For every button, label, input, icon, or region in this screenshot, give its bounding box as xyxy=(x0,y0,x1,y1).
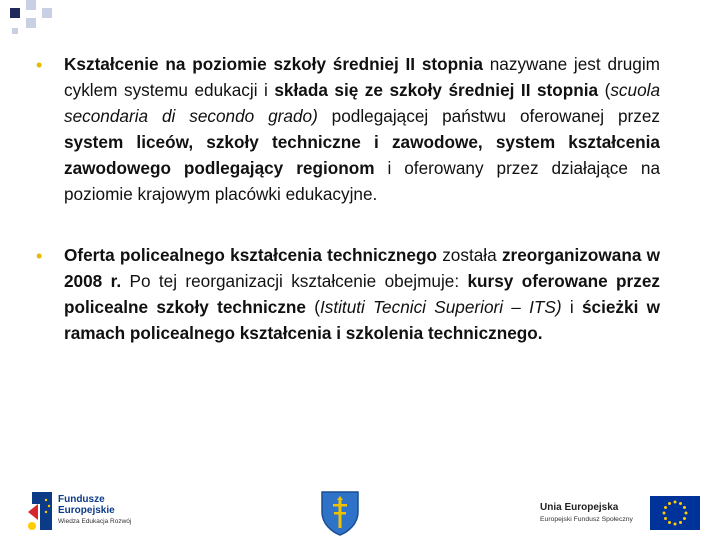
eu-flag-icon xyxy=(650,496,700,530)
text-run: zreorganizowana w 2008 r. xyxy=(64,245,660,292)
text-run: system liceów, szkoły techniczne i zawodowe, system kształcenia zawodowego podlegający regionom xyxy=(64,131,660,178)
text-run: nazywane jest drugim cyklem systemu edukacji i xyxy=(64,54,660,100)
bullet-item-post-secondary-education xyxy=(34,243,660,347)
bullet-paragraph xyxy=(64,243,660,347)
fundusze-europejskie-icon xyxy=(26,490,56,536)
ue-text-block xyxy=(540,502,633,525)
bullet-marker: • xyxy=(36,55,43,75)
text-run: scuola secondaria di secondo grado) xyxy=(64,79,661,126)
text-run: ( xyxy=(598,79,611,100)
text-run: i xyxy=(561,297,582,318)
fe-line-2: Europejskie xyxy=(58,505,115,516)
text-run: ( xyxy=(305,297,320,318)
text-run: Kształcenie na poziomie szkoły średniej II stopnia xyxy=(64,54,483,74)
footer-logo-bar xyxy=(0,486,720,540)
corner-square-light xyxy=(12,28,18,34)
text-run: Po tej reorganizacji kształcenie obejmuje: xyxy=(121,271,468,292)
fe-line-1: Fundusze xyxy=(58,494,105,505)
text-run: Istituti Tecnici Superiori – ITS) xyxy=(319,297,562,318)
corner-decoration xyxy=(0,0,60,40)
corner-square-light xyxy=(26,18,36,28)
text-run: podlegającej państwu oferowanej przez xyxy=(317,105,661,126)
bullet-marker: • xyxy=(36,246,43,267)
ue-line-2: Europejski Fundusz Społeczny xyxy=(540,516,633,523)
slide-content xyxy=(34,52,660,383)
text-run: ścieżki w ramach policealnego kształcenia i szkolenia technicznego. xyxy=(64,297,660,344)
corner-square-light xyxy=(42,8,52,18)
corner-square-light xyxy=(26,0,36,10)
ue-line-1: Unia Europejska xyxy=(540,502,619,513)
text-run: kursy oferowane przez policealne szkoły techniczne xyxy=(64,271,660,318)
text-run: i oferowany przez działające na poziomie krajowym placówki edukacyjne. xyxy=(64,157,661,204)
corner-square-dark xyxy=(10,8,20,18)
fundusze-europejskie-logo xyxy=(26,490,156,536)
text-run: składa się ze szkoły średniej II stopnia xyxy=(274,79,599,100)
coat-of-arms-icon xyxy=(320,490,360,536)
text-run: Oferta policealnego kształcenia technicznego xyxy=(64,245,437,266)
text-run: została xyxy=(436,245,502,266)
bullet-item-secondary-education xyxy=(34,52,660,207)
fe-text-block xyxy=(58,494,131,528)
bullet-paragraph xyxy=(64,52,660,207)
fe-line-3: Wiedza Edukacja Rozwój xyxy=(58,518,132,525)
